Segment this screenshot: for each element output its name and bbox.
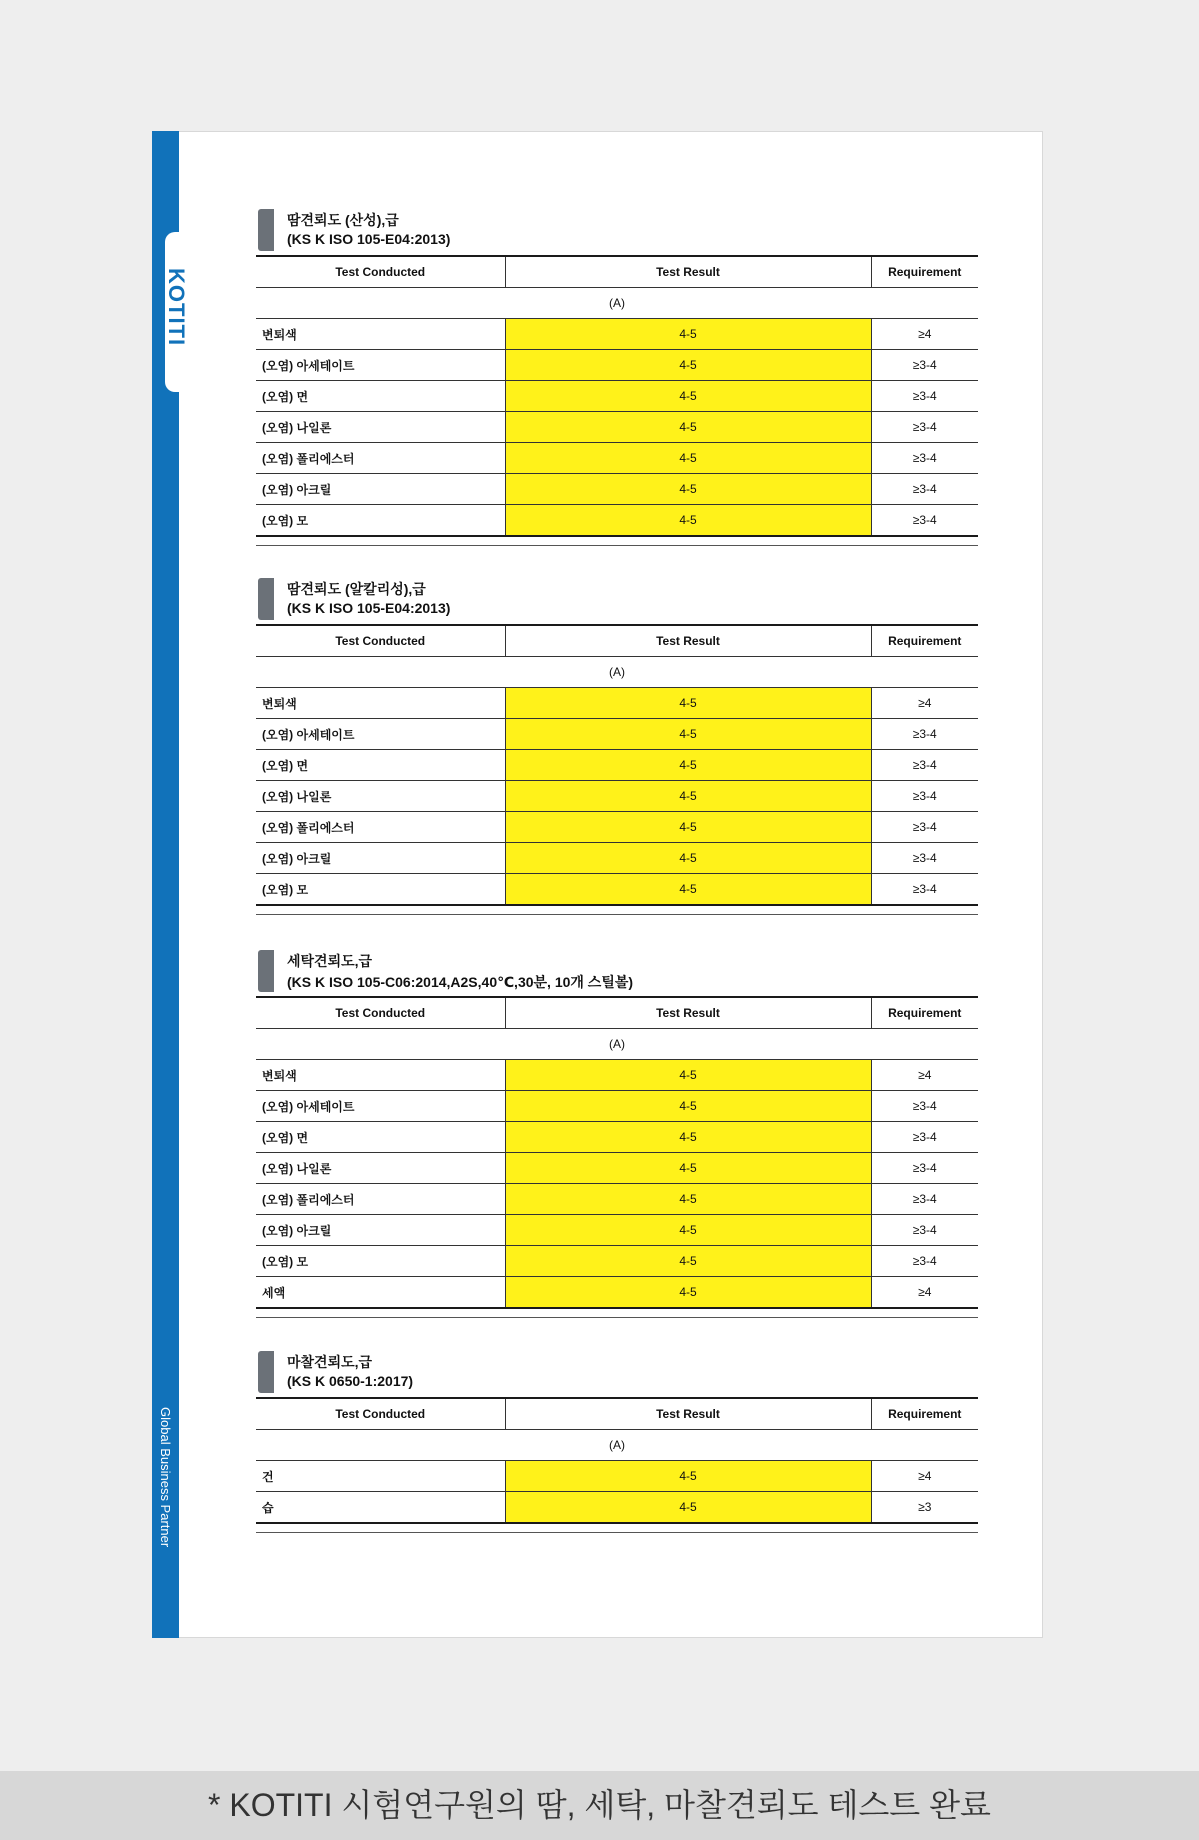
requirement: ≥3-4 [871, 1246, 978, 1277]
test-item: (오염) 모 [256, 505, 505, 537]
section-header [256, 948, 978, 996]
results-table [256, 255, 978, 537]
header-row [256, 997, 978, 1029]
section-title: 세탁견뢰도,급 [287, 953, 373, 969]
test-item: (오염) 나일론 [256, 412, 505, 443]
table-row [256, 319, 978, 350]
test-item: (오염) 아크릴 [256, 843, 505, 874]
requirement: ≥3-4 [871, 1122, 978, 1153]
test-result: 4-5 [505, 1246, 871, 1277]
header-test-result: Test Result [505, 625, 871, 657]
header-requirement: Requirement [871, 997, 978, 1029]
table-row [256, 505, 978, 537]
table-row [256, 1277, 978, 1309]
test-section [256, 948, 978, 1318]
header-test-conducted: Test Conducted [256, 997, 505, 1029]
test-result: 4-5 [505, 350, 871, 381]
requirement: ≥3-4 [871, 812, 978, 843]
requirement: ≥3-4 [871, 350, 978, 381]
table-row [256, 781, 978, 812]
test-result: 4-5 [505, 1153, 871, 1184]
results-table [256, 996, 978, 1309]
table-row [256, 443, 978, 474]
table-row [256, 874, 978, 906]
test-item: (오염) 아크릴 [256, 474, 505, 505]
test-item: (오염) 모 [256, 1246, 505, 1277]
requirement: ≥3-4 [871, 474, 978, 505]
requirement: ≥3-4 [871, 781, 978, 812]
table-row [256, 1215, 978, 1246]
subheader-row [256, 1430, 978, 1461]
section-title: 땀견뢰도 (알칼리성),급 [287, 581, 426, 597]
requirement: ≥3-4 [871, 874, 978, 906]
table-row [256, 688, 978, 719]
test-item: (오염) 폴리에스터 [256, 1184, 505, 1215]
table-row [256, 474, 978, 505]
test-item: 변퇴색 [256, 688, 505, 719]
test-item: 변퇴색 [256, 1060, 505, 1091]
table-row [256, 412, 978, 443]
results-table [256, 624, 978, 906]
test-result: 4-5 [505, 1461, 871, 1492]
table-row [256, 1153, 978, 1184]
test-section [256, 576, 978, 915]
requirement: ≥4 [871, 319, 978, 350]
test-item: (오염) 아세테이트 [256, 350, 505, 381]
section-marker [258, 209, 274, 251]
test-result: 4-5 [505, 688, 871, 719]
requirement: ≥3-4 [871, 505, 978, 537]
header-row [256, 256, 978, 288]
section-title: 땀견뢰도 (산성),급 [287, 212, 399, 228]
test-result: 4-5 [505, 781, 871, 812]
requirement: ≥3-4 [871, 1153, 978, 1184]
test-item: 변퇴색 [256, 319, 505, 350]
test-result: 4-5 [505, 750, 871, 781]
test-item: (오염) 나일론 [256, 781, 505, 812]
test-item: (오염) 폴리에스터 [256, 443, 505, 474]
table-row [256, 1461, 978, 1492]
table-end-rule [256, 545, 978, 546]
subheader-a: (A) [256, 1430, 978, 1461]
test-result: 4-5 [505, 843, 871, 874]
requirement: ≥3-4 [871, 381, 978, 412]
test-section [256, 1349, 978, 1533]
section-header [256, 1349, 978, 1397]
test-item: (오염) 면 [256, 1122, 505, 1153]
subheader-row [256, 657, 978, 688]
test-item: (오염) 아세테이트 [256, 719, 505, 750]
test-item: (오염) 폴리에스터 [256, 812, 505, 843]
test-section [256, 207, 978, 546]
test-result: 4-5 [505, 1122, 871, 1153]
subheader-a: (A) [256, 288, 978, 319]
section-marker [258, 1351, 274, 1393]
requirement: ≥3-4 [871, 719, 978, 750]
table-row [256, 843, 978, 874]
table-row [256, 1246, 978, 1277]
header-test-conducted: Test Conducted [256, 256, 505, 288]
subheader-row [256, 288, 978, 319]
table-row [256, 381, 978, 412]
requirement: ≥4 [871, 1277, 978, 1309]
test-result: 4-5 [505, 474, 871, 505]
test-item: 습 [256, 1492, 505, 1524]
test-result: 4-5 [505, 812, 871, 843]
table-row [256, 1091, 978, 1122]
requirement: ≥4 [871, 688, 978, 719]
header-test-result: Test Result [505, 256, 871, 288]
test-result: 4-5 [505, 1091, 871, 1122]
table-row [256, 1492, 978, 1524]
header-test-result: Test Result [505, 1398, 871, 1430]
footer-banner [0, 1771, 1199, 1840]
test-result: 4-5 [505, 1277, 871, 1309]
test-result: 4-5 [505, 874, 871, 906]
header-requirement: Requirement [871, 256, 978, 288]
requirement: ≥4 [871, 1461, 978, 1492]
test-result: 4-5 [505, 505, 871, 537]
test-result: 4-5 [505, 381, 871, 412]
requirement: ≥4 [871, 1060, 978, 1091]
section-marker [258, 950, 274, 992]
table-row [256, 1184, 978, 1215]
test-item: (오염) 면 [256, 750, 505, 781]
subheader-row [256, 1029, 978, 1060]
header-requirement: Requirement [871, 1398, 978, 1430]
table-end-rule [256, 1532, 978, 1533]
section-marker [258, 578, 274, 620]
requirement: ≥3 [871, 1492, 978, 1524]
table-end-rule [256, 914, 978, 915]
table-row [256, 750, 978, 781]
requirement: ≥3-4 [871, 1184, 978, 1215]
section-standard: (KS K ISO 105-C06:2014,A2S,40℃,30분, 10개 스틸볼) [287, 974, 634, 990]
requirement: ≥3-4 [871, 843, 978, 874]
results-table [256, 1397, 978, 1524]
header-test-result: Test Result [505, 997, 871, 1029]
requirement: ≥3-4 [871, 412, 978, 443]
test-item: (오염) 아세테이트 [256, 1091, 505, 1122]
section-header [256, 576, 978, 624]
test-result: 4-5 [505, 319, 871, 350]
requirement: ≥3-4 [871, 750, 978, 781]
subheader-a: (A) [256, 657, 978, 688]
footer-caption: * KOTITI 시험연구원의 땀, 세탁, 마찰견뢰도 테스트 완료 [208, 1787, 991, 1823]
test-result: 4-5 [505, 1060, 871, 1091]
requirement: ≥3-4 [871, 1091, 978, 1122]
header-test-conducted: Test Conducted [256, 625, 505, 657]
table-end-rule [256, 1317, 978, 1318]
section-standard: (KS K ISO 105-E04:2013) [287, 231, 451, 247]
sidebar-caption: Global Business Partner [158, 1407, 173, 1548]
table-row [256, 1060, 978, 1091]
header-requirement: Requirement [871, 625, 978, 657]
test-result: 4-5 [505, 1184, 871, 1215]
section-standard: (KS K ISO 105-E04:2013) [287, 600, 451, 616]
subheader-a: (A) [256, 1029, 978, 1060]
table-row [256, 350, 978, 381]
requirement: ≥3-4 [871, 443, 978, 474]
test-result: 4-5 [505, 719, 871, 750]
table-row [256, 812, 978, 843]
test-item: (오염) 면 [256, 381, 505, 412]
test-item: 세액 [256, 1277, 505, 1309]
table-row [256, 1122, 978, 1153]
test-item: (오염) 모 [256, 874, 505, 906]
test-result: 4-5 [505, 412, 871, 443]
table-row [256, 719, 978, 750]
header-row [256, 1398, 978, 1430]
test-item: 건 [256, 1461, 505, 1492]
section-title: 마찰견뢰도,급 [287, 1354, 373, 1370]
section-standard: (KS K 0650-1:2017) [287, 1373, 414, 1389]
kotiti-logo: KOTITI [164, 268, 189, 347]
test-item: (오염) 나일론 [256, 1153, 505, 1184]
header-test-conducted: Test Conducted [256, 1398, 505, 1430]
test-result: 4-5 [505, 443, 871, 474]
section-header [256, 207, 978, 255]
header-row [256, 625, 978, 657]
test-result: 4-5 [505, 1492, 871, 1524]
test-item: (오염) 아크릴 [256, 1215, 505, 1246]
test-result: 4-5 [505, 1215, 871, 1246]
requirement: ≥3-4 [871, 1215, 978, 1246]
